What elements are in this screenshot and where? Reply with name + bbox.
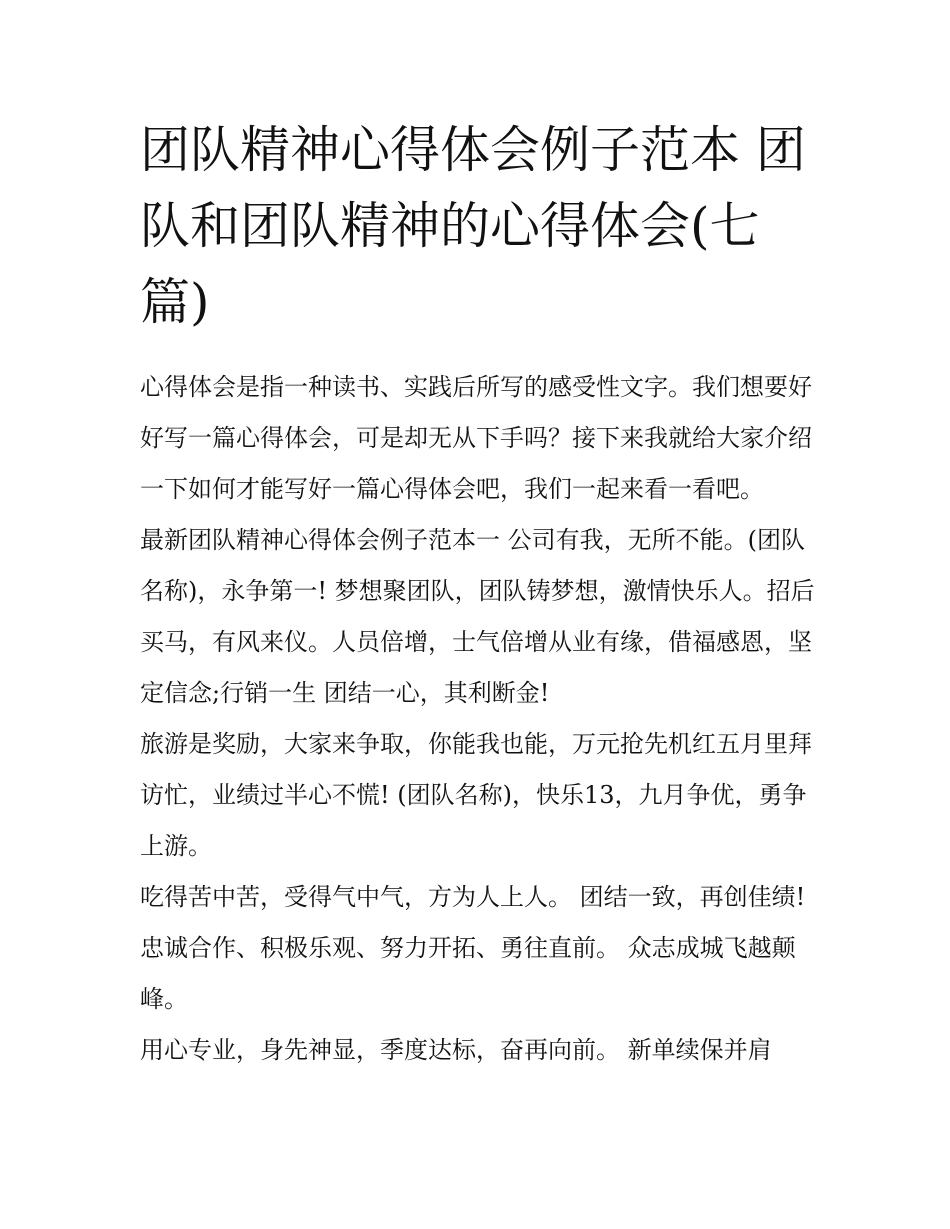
body-paragraph-4: 用心专业，身先神显，季度达标，奋再向前。 新单续保并肩 <box>140 1036 772 1064</box>
intro-paragraph: 心得体会是指一种读书、实践后所写的感受性文字。我们想要好好写一篇心得体会，可是却无从下手吗？接下来我就给大家介绍一下如何才能写好一篇心得体会吧，我们一起来看一看吧。 <box>140 373 812 503</box>
body-paragraph-1: 最新团队精神心得体会例子范本一 公司有我，无所不能。(团队名称)，永争第一! 梦想聚团队，团队铸梦想，激情快乐人。招后买马，有风来仪。人员倍增，士气倍增从业有缘，借福感恩，坚定信念;行销一生 团结一心，其利断金! <box>140 526 815 707</box>
body-paragraph-2: 旅游是奖励，大家来争取，你能我也能，万元抢先机红五月里拜访忙，业绩过半心不慌! (团队名称)，快乐13，九月争优，勇争上游。 <box>140 730 812 860</box>
body-paragraph-3: 吃得苦中苦，受得气中气，方为人上人。 团结一致，再创佳绩! 忠诚合作、积极乐观、努力开拓、勇往直前。 众志成城飞越颠峰。 <box>140 883 806 1013</box>
document-title: 团队精神心得体会例子范本 团队和团队精神的心得体会(七篇) <box>140 121 806 331</box>
document-page <box>140 112 820 1076</box>
